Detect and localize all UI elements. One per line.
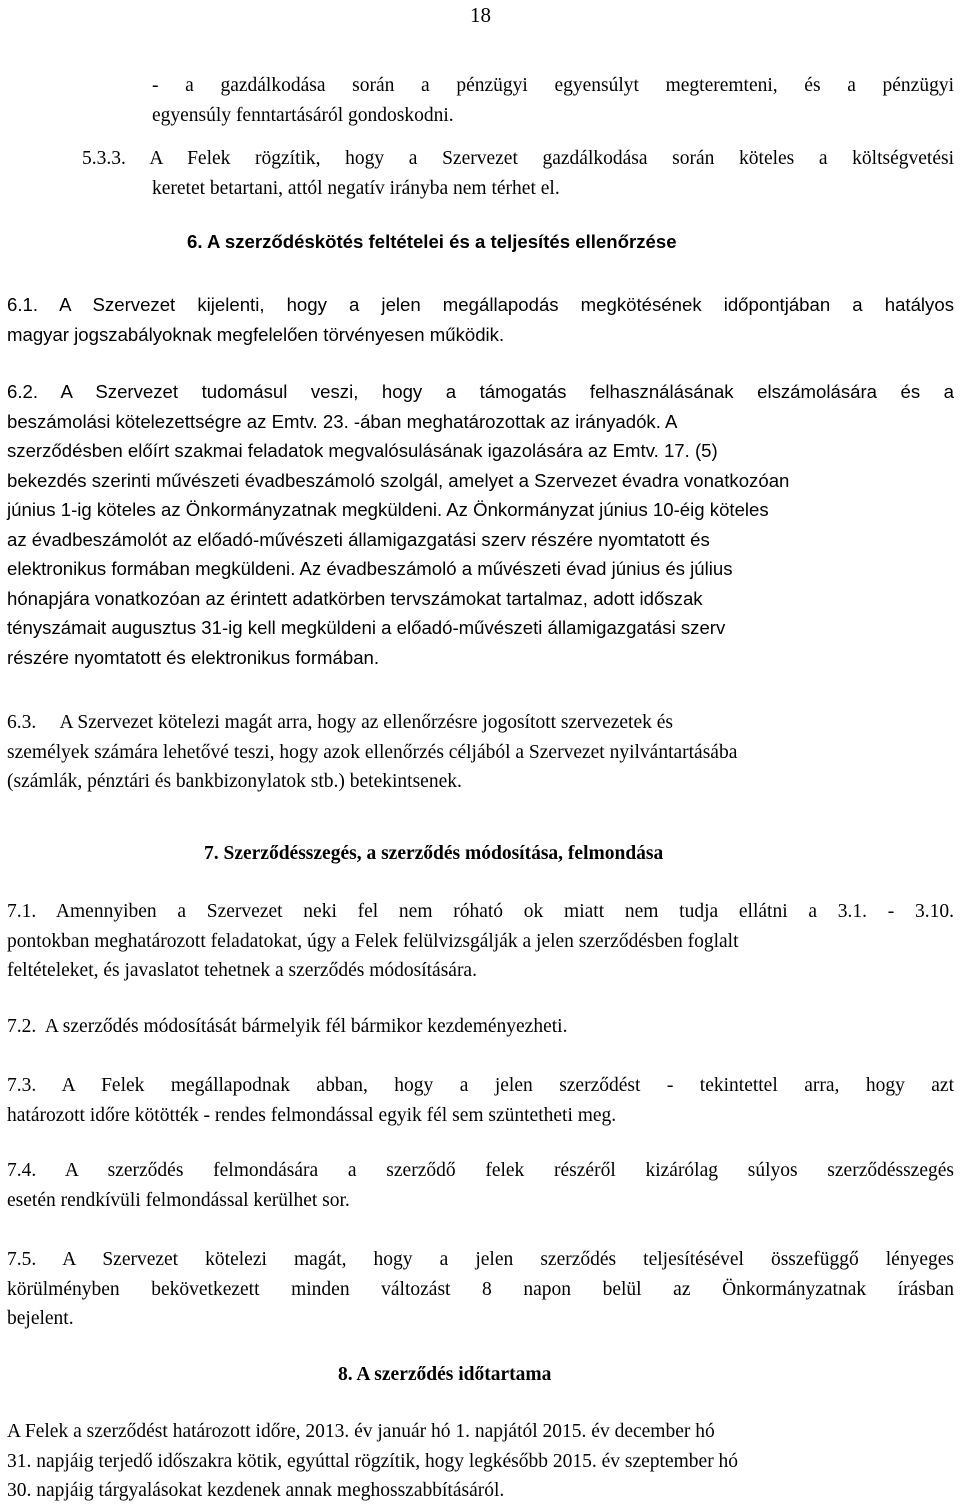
clause-7-2 [7,1012,954,1042]
text-line: 7.2. A szerződés módosítását bármelyik fél bármikor kezdeményezheti. [7,1016,568,1037]
text-line: 7.3. A Felek megállapodnak abban, hogy a jelen szerződést - tekintettel arra, hogy azt [7,1075,954,1096]
text-line: A Felek a szerződést határozott időre, 2013. év január hó 1. napjától 2015. év december hó [7,1421,715,1442]
page-number: 18 [470,3,491,27]
clause-7-1 [7,897,954,986]
text-line: (számlák, pénztári és bankbizonylatok stb.) betekintsenek. [7,771,462,792]
section-heading-7: 7. Szerződésszegés, a szerződés módosítása, felmondása [204,843,664,864]
text-line: beszámolási kötelezettségre az Emtv. 23. -ában meghatározottak az irányadók. A [7,410,678,432]
text-line: 7.1. Amennyiben a Szervezet neki fel nem róható ok miatt nem tudja ellátni a 3.1. - 3.10. [7,901,954,922]
text-line: 6.3. A Szervezet kötelezi magát arra, hogy az ellenőrzésre jogosított szervezetek és [7,712,673,733]
text-line: tényszámait augusztus 31-ig kell megküldeni a előadó-művészeti államigazgatási szerv [7,617,726,638]
text-line: az évadbeszámolót az előadó-művészeti államigazgatási szerv részére nyomtatott és [7,528,710,550]
clause-6-2 [7,377,954,672]
clause-7-4 [7,1156,954,1215]
text-line: elektronikus formában megküldeni. Az évadbeszámoló a művészeti évad június és július [7,558,733,579]
text-line: egyensúly fenntartásáról gondoskodni. [152,104,454,126]
clause-8-duration [7,1417,954,1506]
text-line: 7.4. A szerződés felmondására a szerződő felek részéről kizárólag súlyos szerződésszegés [7,1160,954,1181]
text-line: bejelent. [7,1308,74,1329]
text-line: személyek számára lehetővé teszi, hogy azok ellenőrzés céljából a Szervezet nyilvántartásába [7,741,738,763]
text-line: keretet betartani, attól negatív irányba nem térhet el. [152,177,560,199]
clause-7-5 [7,1245,954,1334]
text-line: feltételeket, és javaslatot tehetnek a szerződés módosítására. [7,960,477,981]
section-heading-8: 8. A szerződés időtartama [338,1364,552,1385]
section-heading-6: 6. A szerződéskötés feltételei és a teljesítés ellenőrzése [187,231,677,252]
text-line: 7.5. A Szervezet kötelezi magát, hogy a jelen szerződés teljesítésével összefüggő lényeges [7,1249,954,1270]
text-line: pontokban meghatározott feladatokat, úgy a Felek felülvizsgálják a jelen szerződésben foglalt [7,930,739,952]
text-line: 30. napjáig tárgyalásokat kezdenek annak meghosszabbításáról. [7,1480,505,1501]
text-line: bekezdés szerinti művészeti évadbeszámoló szolgál, amelyet a Szervezet évadra vonatkozóan [7,469,790,491]
text-line: határozott időre kötötték - rendes felmondással egyik fél sem szüntetheti meg. [7,1104,617,1126]
text-line: 6.2. A Szervezet tudomásul veszi, hogy a támogatás felhasználásának elszámolására és a [7,381,954,402]
text-line: esetén rendkívüli felmondással kerülhet sor. [7,1189,350,1211]
clause-7-3 [7,1071,954,1130]
text-line: 31. napjáig terjedő időszakra kötik, egyúttal rögzítik, hogy legkésőbb 2015. év szeptember hó [7,1450,739,1472]
text-line: - a gazdálkodása során a pénzügyi egyensúlyt megteremteni, és a pénzügyi [152,75,954,96]
text-line: 5.3.3. A Felek rögzítik, hogy a Szervezet gazdálkodása során köteles a költségvetési [82,148,954,169]
clause-6-1 [7,290,954,349]
text-line: körülményben bekövetkezett minden változást 8 napon belül az Önkormányzatnak írásban [7,1278,954,1300]
text-line: magyar jogszabályoknak megfelelően törvényesen működik. [7,323,505,345]
text-line: részére nyomtatott és elektronikus formában. [7,646,380,668]
clause-5-3-3 [82,144,954,203]
clause-6-3 [7,708,954,797]
text-line: június 1-ig köteles az Önkormányzatnak megküldeni. Az Önkormányzat június 10-éig köteles [7,499,769,520]
text-line: hónapjára vonatkozóan az érintett adatkörben tervszámokat tartalmaz, adott időszak [7,587,703,609]
text-line: 6.1. A Szervezet kijelenti, hogy a jelen megállapodás megkötésének időpontjában a hatályos [7,294,954,315]
text-line: szerződésben előírt szakmai feladatok megvalósulásának igazolására az Emtv. 17. (5) [7,440,718,461]
clause-5-3-2-continuation [152,71,954,130]
